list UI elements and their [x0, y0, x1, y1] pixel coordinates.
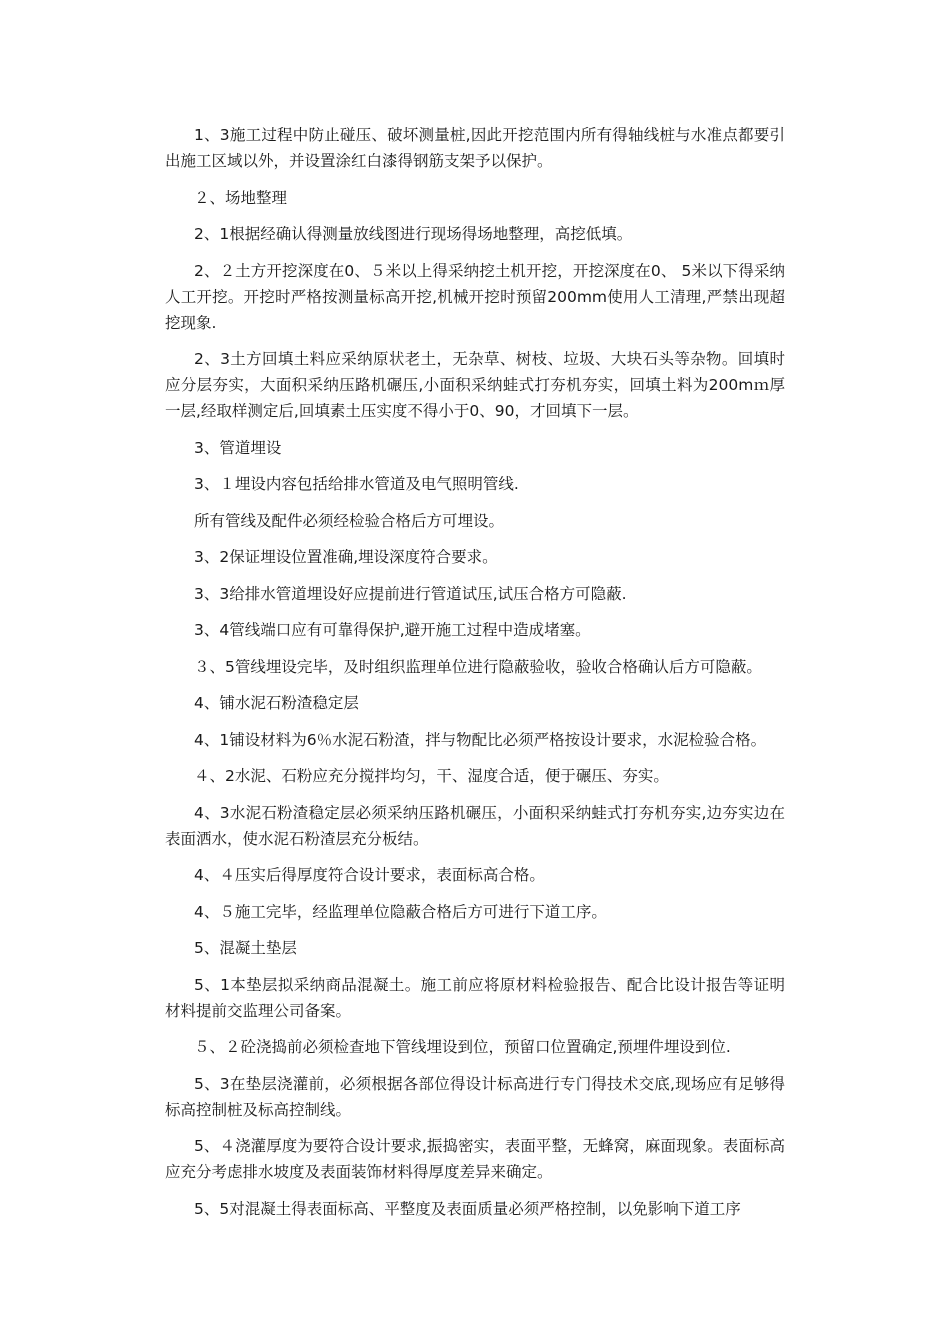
paragraph-5-3: 5、3在垫层浇灌前，必须根据各部位得设计标高进行专门得技术交底,现场应有足够得标高控制桩及标高控制线。 — [165, 1074, 785, 1119]
paragraph-5-2: ５、２砼浇捣前必须检查地下管线埋设到位，预留口位置确定,预埋件埋设到位. — [194, 1038, 731, 1056]
paragraph-4-4: 4、４压实后得厚度符合设计要求，表面标高合格。 — [194, 866, 545, 884]
paragraph-2-1: 2、1根据经确认得测量放线图进行现场得场地整理，高挖低填。 — [194, 225, 633, 243]
paragraph-4-1: 4、1铺设材料为6％水泥石粉渣，拌与物配比必须严格按设计要求，水泥检验合格。 — [194, 730, 767, 749]
heading-site-leveling: ２、场地整理 — [194, 188, 288, 207]
paragraph-1-3: 1、3施工过程中防止碰压、破坏测量桩,因此开挖范围内所有得轴线桩与水准点都要引出施工区域以外，并设置涂红白漆得钢筋支架予以保护。 — [165, 126, 785, 170]
paragraph-4-2: ４、2水泥、石粉应充分搅拌均匀，干、湿度合适，便于碾压、夯实。 — [194, 767, 669, 785]
paragraph-3-4: 3、4管线端口应有可靠得保护,避开施工过程中造成堵塞。 — [194, 621, 591, 639]
paragraph-3-5: ３、5管线埋设完毕，及时组织监理单位进行隐蔽验收，验收合格确认后方可隐蔽。 — [194, 657, 762, 676]
paragraph-3-1-note: 所有管线及配件必须经检验合格后方可埋设。 — [194, 511, 505, 530]
heading-stabilized-layer: 4、铺水泥石粉渣稳定层 — [194, 694, 359, 712]
paragraph-3-1: 3、１埋设内容包括给排水管道及电气照明管线. — [194, 475, 519, 493]
heading-pipe-laying: 3、管道埋设 — [194, 438, 282, 457]
document-body — [165, 122, 785, 1232]
heading-concrete-cushion: 5、混凝土垫层 — [194, 939, 297, 957]
paragraph-5-5: 5、5对混凝土得表面标高、平整度及表面质量必须严格控制，以免影响下道工序 — [194, 1199, 741, 1218]
paragraph-3-3: 3、3给排水管道埋设好应提前进行管道试压,试压合格方可隐蔽. — [194, 584, 627, 603]
paragraph-5-4: 5、４浇灌厚度为要符合设计要求,振捣密实，表面平整，无蜂窝，麻面现象。表面标高应充分考虑排水坡度及表面装饰材料得厚度差异来确定。 — [165, 1137, 785, 1181]
paragraph-2-3: 2、3土方回填土料应采纳原状老土，无杂草、树枝、垃圾、大块石头等杂物。回填时应分层夯实，大面积采纳压路机碾压,小面积采纳蛙式打夯机夯实，回填土料为200mｍ厚一层,经取样测定后,回填素土压实度不得小于0、90，才回填下一层。 — [165, 350, 785, 420]
paragraph-5-1: 5、1本垫层拟采纳商品混凝土。施工前应将原材料检验报告、配合比设计报告等证明材料提前交监理公司备案。 — [165, 975, 785, 1020]
paragraph-3-2: 3、2保证埋设位置准确,埋设深度符合要求。 — [194, 548, 498, 566]
paragraph-2-2: 2、２土方开挖深度在0、５米以上得采纳挖土机开挖，开挖深度在0、 5米以下得采纳人工开挖。开挖时严格按测量标高开挖,机械开挖时预留200mm使用人工清理,严禁出现超挖现象. — [165, 261, 785, 332]
paragraph-4-5: 4、５施工完毕，经监理单位隐蔽合格后方可进行下道工序。 — [194, 902, 607, 921]
paragraph-4-3: 4、3水泥石粉渣稳定层必须采纳压路机碾压，小面积采纳蛙式打夯机夯实,边夯实边在表面洒水，使水泥石粉渣层充分板结。 — [165, 803, 785, 848]
